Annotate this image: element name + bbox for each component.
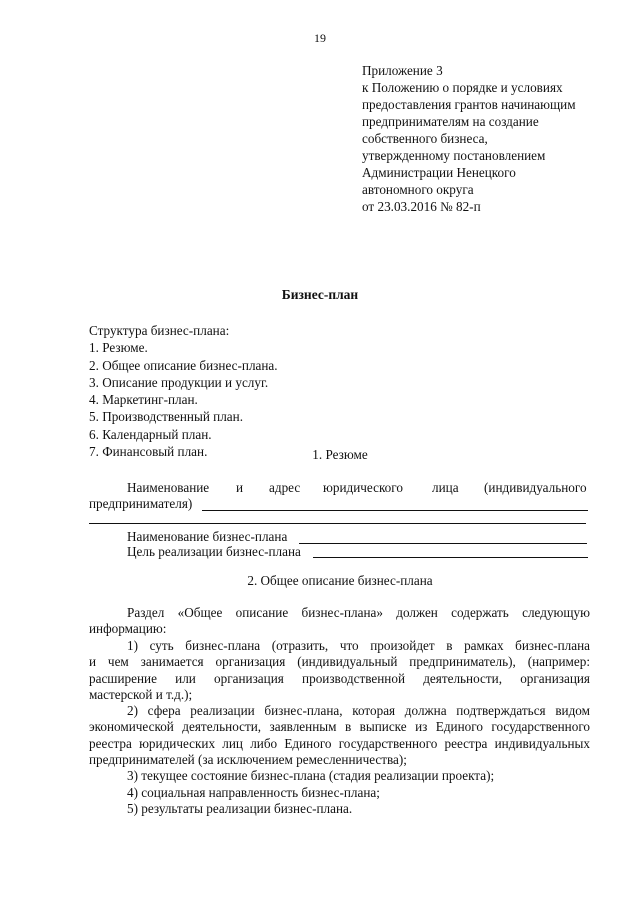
appendix-line: к Положению о порядке и условиях [362, 80, 563, 95]
entity-word: лица [432, 480, 459, 495]
paragraph-line: предпринимателей (за исключением ремесленничества); [89, 752, 407, 768]
structure-item: 6. Календарный план. [89, 426, 212, 442]
plan-goal-label: Цель реализации бизнес-плана [127, 544, 301, 559]
paragraph-line: Раздел «Общее описание бизнес-плана» должен содержать следующую [127, 605, 590, 620]
entity-word: юридического [323, 480, 403, 495]
structure-item: 3. Описание продукции и услуг. [89, 374, 269, 390]
entity-word: адрес [269, 480, 301, 495]
appendix-header [362, 62, 622, 215]
entity-name-blank-line[interactable] [202, 510, 588, 511]
structure-item: 7. Финансовый план. [89, 444, 208, 460]
appendix-line: Приложение 3 [362, 63, 443, 78]
paragraph-line: реестра юридических лиц либо Единого государственного реестра индивидуальных [89, 735, 590, 751]
appendix-line: утвержденному постановлением [362, 148, 546, 163]
item-4-line: 4) социальная направленность бизнес-плана; [127, 785, 380, 800]
paragraph-line: и чем занимается организация (индивидуальный предприниматель), (например: [89, 654, 590, 670]
item-1-paragraph [89, 638, 590, 704]
structure-item: 5. Производственный план. [89, 409, 244, 425]
plan-goal-blank-line[interactable] [313, 557, 588, 558]
item-3-line: 3) текущее состояние бизнес-плана (стадия реализации проекта); [127, 768, 495, 783]
entity-name-label-1 [127, 480, 209, 496]
item-2-paragraph [89, 703, 590, 769]
section-2-heading: 2. Общее описание бизнес-плана [247, 573, 433, 588]
structure-item: 4. Маркетинг-план. [89, 392, 198, 408]
structure-item: 2. Общее описание бизнес-плана. [89, 357, 278, 373]
entity-word: (индивидуального [484, 480, 587, 495]
appendix-line: автономного округа [362, 182, 474, 197]
paragraph-line: мастерской и т.д.); [89, 687, 193, 703]
entity-name-blank-line-2[interactable] [89, 523, 586, 524]
plan-structure [89, 322, 278, 460]
appendix-line: Администрации Ненецкого [362, 165, 516, 180]
appendix-line: предпринимателям на создание [362, 114, 539, 129]
paragraph-line: 2) сфера реализации бизнес-плана, которая должна подтверждаться видом [127, 703, 590, 718]
plan-name-label: Наименование бизнес-плана [127, 529, 288, 544]
appendix-line: предоставления грантов начинающим [362, 97, 576, 112]
entity-word: Наименование [127, 480, 210, 495]
structure-heading: Структура бизнес-плана: [89, 323, 230, 338]
entity-name-label-2: предпринимателя) [89, 496, 193, 511]
appendix-line: от 23.03.2016 № 82-п [362, 199, 481, 214]
paragraph-line: 1) суть бизнес-плана (отразить, что произойдет в рамках бизнес-плана [127, 638, 590, 653]
item-5-line: 5) результаты реализации бизнес-плана. [127, 801, 353, 816]
section-1-heading: 1. Резюме [312, 447, 368, 462]
document-title: Бизнес-план [281, 287, 359, 302]
plan-name-blank-line[interactable] [299, 543, 587, 544]
paragraph-line: информацию: [89, 621, 167, 637]
appendix-line: собственного бизнеса, [362, 131, 488, 146]
entity-word: и [236, 480, 244, 495]
paragraph-line: расширение или организация производственной деятельности, организация [89, 670, 590, 686]
intro-paragraph [89, 605, 590, 638]
structure-item: 1. Резюме. [89, 340, 148, 356]
paragraph-line: экономической деятельности, заявленным в выписке из Единого государственного [89, 719, 590, 735]
page-number: 19 [314, 31, 326, 45]
